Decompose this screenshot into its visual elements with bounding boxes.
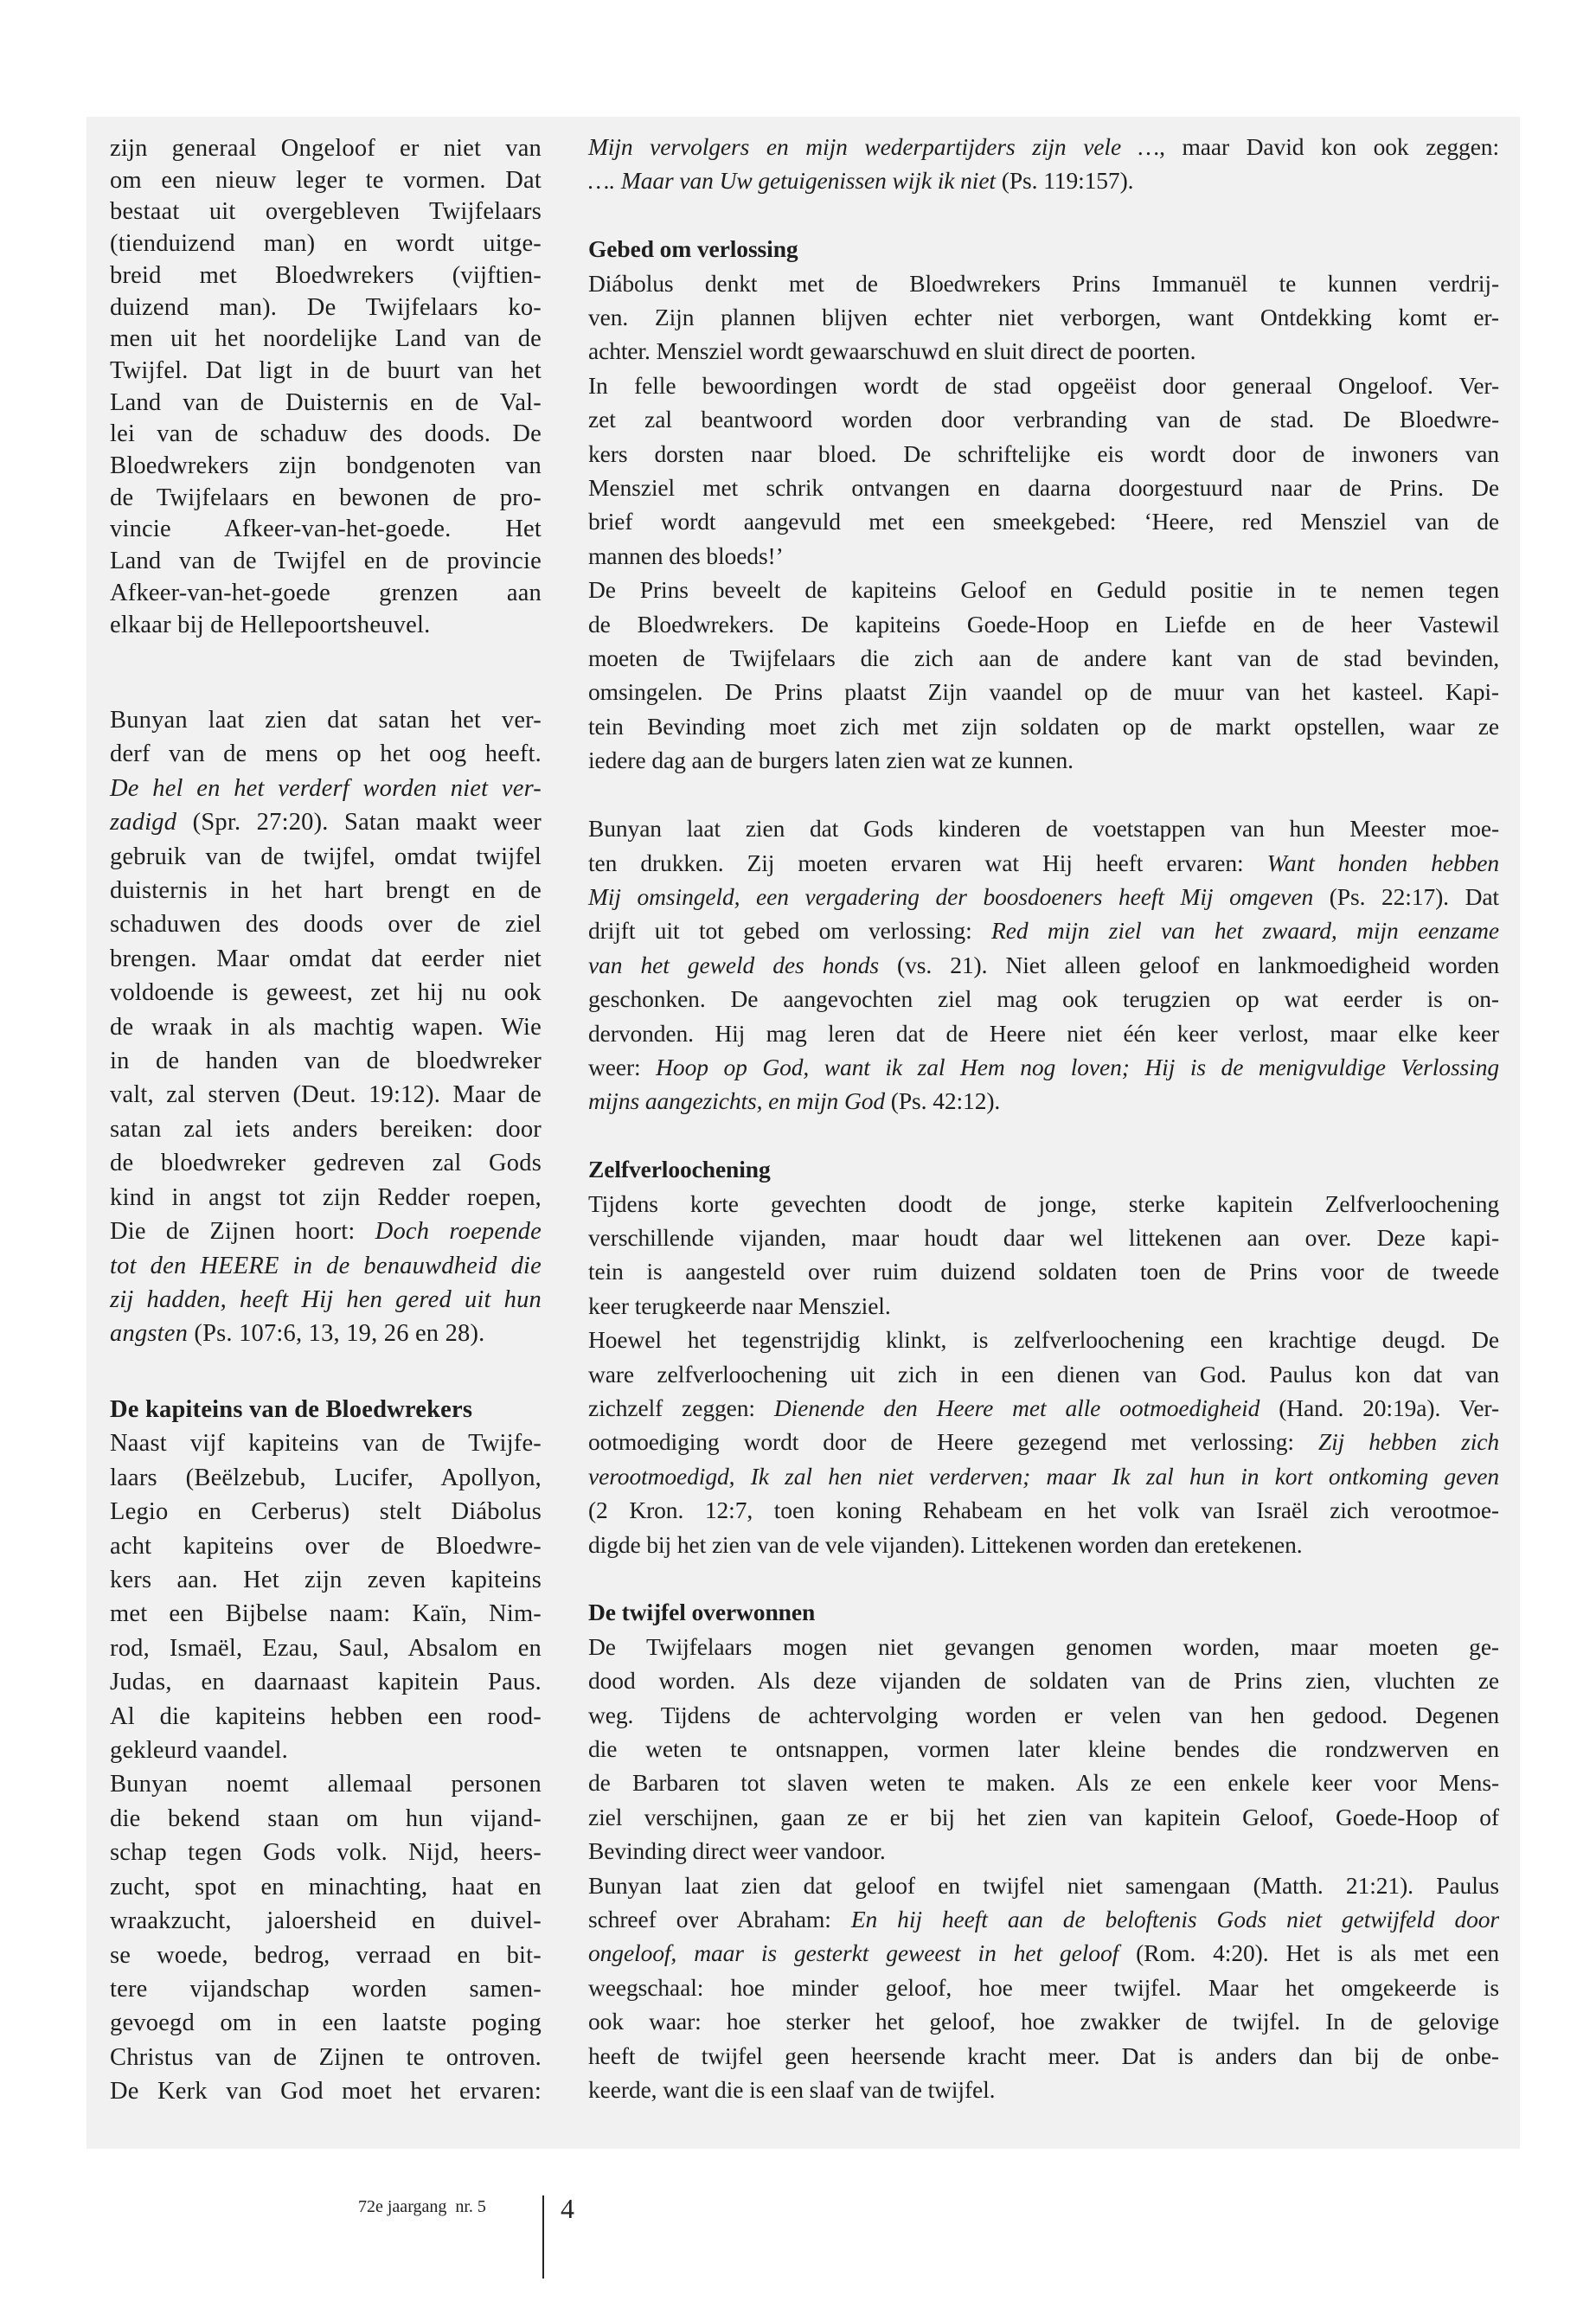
text-run: satan zal iets anders bereiken: door — [110, 1115, 542, 1143]
text-run: schaduwen des doods over de ziel — [110, 911, 542, 939]
text-run: (vs. 21). Niet alleen geloof en lankmoedigheid worden — [878, 951, 1500, 978]
text-line — [110, 1972, 542, 2006]
page-number: 4 — [561, 2193, 574, 2224]
text-line — [588, 811, 1499, 845]
text-line — [588, 1936, 1499, 1970]
text-line — [588, 1084, 1499, 1118]
text-line — [110, 772, 542, 805]
text-run: Afkeer-van-het-goede grenzen aan — [110, 579, 542, 606]
text-run: Bunyan laat zien dat Gods kinderen de voetstappen van hun Meester moe- — [588, 815, 1499, 843]
italic-quote: …. Maar van Uw getuigenissen wijk ik niet — [588, 167, 996, 195]
text-run: achter. Mensziel wordt gewaarschuwd en sluit direct de poorten. — [588, 337, 1196, 365]
text-run: duizend man). De Twijfelaars ko- — [110, 293, 542, 321]
text-run: dood worden. Als deze vijanden de soldaten van de Prins zien, vluchten ze — [588, 1667, 1499, 1695]
text-line — [588, 1016, 1499, 1050]
paragraph — [588, 1323, 1499, 1561]
text-run: tere vijandschap worden samen- — [110, 1975, 542, 2003]
text-run: keerde, want die is een slaaf van de twijfel. — [588, 2076, 996, 2104]
italic-quote: Mij omsingeld, een vergadering der boosdoeners heeft Mij omgeven — [588, 882, 1314, 910]
text-run: Bunyan laat zien dat satan het ver- — [110, 707, 542, 734]
text-run: valt, zal sterven (Deut. 19:12). Maar de — [110, 1081, 542, 1109]
text-line — [110, 1767, 542, 1801]
text-run: schap tegen Gods volk. Nijd, heers- — [110, 1839, 542, 1867]
text-run: elkaar bij de Hellepoortsheuvel. — [110, 611, 431, 638]
text-run: ten drukken. Zij moeten ervaren wat Hij heeft ervaren: — [588, 849, 1267, 876]
text-line — [588, 1323, 1499, 1356]
text-line — [588, 743, 1499, 777]
text-run: weegschaal: hoe minder geloof, hoe meer twijfel. Maar het omgekeerde is — [588, 1973, 1499, 2001]
text-line — [110, 1112, 542, 1146]
text-line — [588, 300, 1499, 334]
text-line — [110, 976, 542, 1009]
text-line — [110, 1597, 542, 1631]
text-line — [110, 1665, 542, 1699]
text-line — [588, 1221, 1499, 1254]
text-line — [110, 942, 542, 976]
text-run: ven. Zijn plannen blijven echter niet verborgen, want Ontdekking komt er- — [588, 304, 1499, 331]
text-run: gebruik van de twijfel, omdat twijfel — [110, 843, 542, 870]
left-column — [110, 0, 542, 2301]
text-line — [110, 1393, 542, 1426]
text-line — [110, 1836, 542, 1869]
paragraph — [110, 1426, 542, 1767]
text-run: kers dorsten naar bloed. De schriftelijke eis wordt door de inwoners van — [588, 439, 1499, 467]
text-run: duisternis in het hart brengt en de — [110, 877, 542, 905]
text-line — [110, 874, 542, 907]
text-run: in de handen van de bloedwreker — [110, 1048, 542, 1075]
text-run: weer: — [588, 1053, 657, 1080]
paragraph — [588, 1630, 1499, 1868]
text-run: schreef over Abraham: — [588, 1906, 851, 1933]
text-line — [110, 2006, 542, 2040]
text-line — [588, 880, 1499, 913]
text-line — [588, 1834, 1499, 1868]
italic-quote: Zij hebben zich — [1317, 1428, 1499, 1456]
text-line — [110, 1563, 542, 1597]
text-run: Zelfverloochening — [588, 1156, 771, 1183]
text-line — [110, 483, 542, 515]
text-run: omsingelen. De Prins plaatst Zijn vaandel op de muur van het kasteel. Kapi- — [588, 678, 1499, 706]
text-line — [110, 260, 542, 292]
text-run: de wraak in als machtig wapen. Wie — [110, 1013, 542, 1041]
text-line — [588, 1357, 1499, 1391]
text-run: de Twijfelaars en bewonen de pro- — [110, 484, 542, 511]
text-line — [110, 292, 542, 324]
text-run: Hoewel het tegenstrijdig klinkt, is zelfverloochening een krachtige deugd. De — [588, 1326, 1499, 1354]
text-run: ware zelfverloochening uit zich in een dienen van God. Paulus kon dat van — [588, 1360, 1499, 1388]
text-line — [588, 675, 1499, 708]
footer-divider — [542, 2195, 544, 2279]
text-line — [110, 324, 542, 356]
text-run: De twijfel overwonnen — [588, 1599, 816, 1626]
text-line — [110, 546, 542, 578]
text-run: In felle bewoordingen wordt de stad opgeëist door generaal Ongeloof. Ver- — [588, 371, 1499, 399]
text-line — [588, 1630, 1499, 1663]
text-line — [110, 1426, 542, 1460]
text-line — [588, 1868, 1499, 1902]
text-run: Land van de Twijfel en de provincie — [110, 548, 542, 575]
text-line — [110, 1529, 542, 1563]
paragraph — [588, 130, 1499, 198]
text-line — [588, 641, 1499, 675]
text-line — [110, 388, 542, 420]
text-run: gekleurd vaandel. — [110, 1737, 288, 1765]
text-line — [110, 737, 542, 771]
text-line — [110, 703, 542, 737]
text-run: Al die kapiteins hebben een rood- — [110, 1702, 542, 1730]
text-run: De Twijfelaars mogen niet gevangen genomen worden, maar moeten ge- — [588, 1632, 1499, 1660]
text-run: kers aan. Het zijn zeven kapiteins — [110, 1567, 542, 1594]
text-run: , maar David kon ook zeggen: — [1159, 133, 1500, 160]
paragraph — [588, 369, 1499, 573]
text-line — [110, 196, 542, 228]
text-line — [110, 228, 542, 260]
text-line — [588, 504, 1499, 538]
text-line — [110, 1044, 542, 1078]
text-run: zucht, spot en minachting, haat en — [110, 1873, 542, 1900]
text-run: Land van de Duisternis en de Val- — [110, 388, 542, 416]
text-run: laars (Beëlzebub, Lucifer, Apollyon, — [110, 1464, 542, 1491]
text-line — [110, 451, 542, 483]
text-run: breid met Bloedwrekers (vijftien- — [110, 261, 542, 289]
text-run: (Spr. 27:20). Satan maakt weer — [176, 809, 542, 836]
text-line — [588, 1732, 1499, 1766]
text-line — [588, 2004, 1499, 2038]
article-section — [588, 811, 1499, 1118]
italic-quote: Doch roepende — [375, 1218, 542, 1246]
text-run: mannen des bloeds!’ — [588, 542, 784, 569]
text-run: Judas, en daarnaast kapitein Paus. — [110, 1669, 542, 1696]
italic-quote: Hoop op God, want ik zal Hem nog loven; Hij is de menigvuldige Verlossing — [656, 1053, 1499, 1080]
text-line — [110, 356, 542, 388]
text-run: die bekend staan om hun vijand- — [110, 1804, 542, 1832]
text-line — [588, 1459, 1499, 1493]
text-run: rod, Ismaël, Ezau, Saul, Absalom en — [110, 1634, 542, 1662]
text-line — [588, 1971, 1499, 2004]
italic-quote: Mijn vervolgers en mijn wederpartijders zijn vele … — [588, 133, 1160, 160]
text-run: Legio en Cerberus) stelt Diábolus — [110, 1498, 542, 1526]
text-run: Tijdens korte gevechten doodt de jonge, sterke kapitein Zelfverloochening — [588, 1189, 1499, 1217]
text-run: acht kapiteins over de Bloedwre- — [110, 1532, 542, 1560]
text-run: Naast vijf kapiteins van de Twijfe- — [110, 1430, 542, 1458]
italic-quote: zij hadden, heeft Hij hen gered uit hun — [110, 1285, 542, 1313]
text-line — [110, 165, 542, 197]
text-run: ziel verschijnen, gaan ze er bij het zien van kapitein Geloof, Goede-Hoop of — [588, 1803, 1499, 1830]
text-run: (2 Kron. 12:7, toen koning Rehabeam en het volk van Israël zich verootmoe- — [588, 1497, 1499, 1524]
text-line — [588, 913, 1499, 947]
italic-quote: van het geweld des honds — [588, 951, 879, 978]
text-line — [110, 610, 542, 642]
text-run: moeten de Twijfelaars die zich aan de andere kant van de stad bevinden, — [588, 644, 1499, 672]
text-run: Die de Zijnen hoort: — [110, 1218, 375, 1246]
text-line — [588, 846, 1499, 880]
paragraph — [588, 1187, 1499, 1324]
text-line — [110, 840, 542, 874]
text-line — [588, 1902, 1499, 1936]
text-run: heeft de twijfel geen heersende kracht meer. Dat is anders dan bij de onbe- — [588, 2041, 1499, 2069]
text-run: met een Bijbelse naam: Kaïn, Nim- — [110, 1600, 542, 1628]
text-run: Bevinding direct weer vandoor. — [588, 1837, 886, 1865]
text-line — [110, 1700, 542, 1734]
text-run: (Ps. 119:157). — [995, 167, 1134, 195]
text-line — [588, 539, 1499, 573]
text-run: de Bloedwrekers. De kapiteins Goede-Hoop en Liefde en de heer Vastewil — [588, 610, 1499, 638]
italic-quote: Red mijn ziel van het zwaard, mijn eenzame — [991, 917, 1499, 945]
text-run: kind in angst tot zijn Redder roepen, — [110, 1183, 542, 1211]
text-run: die weten te ontsnappen, vormen later kleine bendes die rondzwerven en — [588, 1735, 1499, 1763]
italic-quote: mijns aangezichts, en mijn God — [588, 1087, 886, 1115]
paragraph — [588, 1868, 1499, 2107]
text-line — [110, 1495, 542, 1529]
article-section — [110, 133, 542, 641]
text-line — [110, 1734, 542, 1767]
text-line — [110, 1010, 542, 1044]
text-run: men uit het noordelijke Land van de — [110, 325, 542, 353]
text-run: lei van de schaduw des doods. De — [110, 420, 542, 448]
text-line — [588, 232, 1499, 266]
text-line — [110, 2041, 542, 2074]
text-line — [110, 1317, 542, 1350]
text-run: De Prins beveelt de kapiteins Geloof en Geduld positie in te nemen tegen — [588, 576, 1499, 604]
right-column — [588, 130, 1499, 2107]
text-run: weg. Tijdens de achtervolging worden er velen van hen gedood. Degenen — [588, 1701, 1499, 1728]
text-run: (Hand. 20:19a). Ver- — [1259, 1394, 1499, 1421]
text-run: (Ps. 42:12). — [885, 1087, 1001, 1115]
text-run: se woede, bedrog, verraad en bit- — [110, 1941, 542, 1969]
text-line — [110, 1249, 542, 1283]
text-line — [110, 578, 542, 610]
text-line — [588, 1152, 1499, 1186]
text-line — [110, 1283, 542, 1317]
text-run: derf van de mens op het oog heeft. — [110, 740, 542, 768]
text-run: gevoegd om in een laatste poging — [110, 2009, 542, 2037]
text-line — [588, 1766, 1499, 1799]
text-run: Christus van de Zijnen te ontroven. — [110, 2043, 542, 2071]
text-line — [110, 805, 542, 839]
text-run: Bunyan laat zien dat geloof en twijfel niet samengaan (Matth. 21:21). Paulus — [588, 1871, 1499, 1899]
text-run: Diábolus denkt met de Bloedwrekers Prins Immanuël te kunnen verdrij- — [588, 269, 1499, 297]
text-line — [588, 2073, 1499, 2106]
italic-quote: De hel en het verderf worden niet ver- — [110, 774, 542, 802]
text-run: Bloedwrekers zijn bondgenoten van — [110, 452, 542, 480]
text-line — [588, 437, 1499, 471]
text-run: tein is aangesteld over ruim duizend soldaten toen de Prins voor de tweede — [588, 1258, 1499, 1285]
paragraph — [110, 133, 542, 641]
text-run: digde bij het zien van de vele vijanden). Littekenen worden dan eretekenen. — [588, 1530, 1303, 1558]
text-run: bestaat uit overgebleven Twijfelaars — [110, 198, 542, 226]
text-run: De Kerk van God moet het ervaren: — [110, 2078, 542, 2106]
text-run: voldoende is geweest, zet hij nu ook — [110, 979, 542, 1007]
text-line — [110, 1215, 542, 1248]
text-line — [588, 948, 1499, 982]
text-run: iedere dag aan de burgers laten zien wat ze kunnen. — [588, 747, 1074, 774]
text-line — [110, 133, 542, 165]
text-line — [588, 1289, 1499, 1323]
italic-quote: En hij heeft aan de beloftenis Gods niet getwijfeld door — [850, 1906, 1499, 1933]
text-run: (Rom. 4:20). Het is als met een — [1118, 1939, 1499, 1967]
text-run: De kapiteins van de Bloedwrekers — [110, 1396, 473, 1423]
paragraph — [588, 573, 1499, 777]
text-run: wraakzucht, jaloersheid en duivel- — [110, 1907, 542, 1935]
text-run: tein Bevinding moet zich met zijn soldaten op de markt opstellen, waar ze — [588, 712, 1499, 740]
text-run: om een nieuw leger te vormen. Dat — [110, 166, 542, 194]
text-line — [588, 471, 1499, 504]
text-line — [110, 1146, 542, 1180]
text-run: zet zal beantwoord worden door verbranding van de stad. De Bloedwre- — [588, 406, 1499, 433]
text-line — [588, 163, 1499, 197]
text-line — [588, 369, 1499, 402]
text-line — [588, 2039, 1499, 2073]
text-run: zichzelf zeggen: — [588, 1394, 774, 1421]
article-section — [588, 1152, 1499, 1561]
text-line — [588, 573, 1499, 606]
text-line — [110, 1870, 542, 1904]
text-run: ook waar: hoe sterker het geloof, hoe zwakker de twijfel. In de gelovige — [588, 2008, 1499, 2035]
text-line — [588, 1425, 1499, 1458]
text-line — [588, 607, 1499, 641]
text-run: vincie Afkeer-van-het-goede. Het — [110, 516, 542, 543]
text-run: keer terugkeerde naar Mensziel. — [588, 1292, 891, 1319]
text-line — [588, 1663, 1499, 1697]
text-run: verschillende vijanden, maar houdt daar wel littekenen aan over. Deze kapi- — [588, 1223, 1499, 1251]
article-section — [588, 1595, 1499, 2106]
section-heading — [588, 1152, 1499, 1186]
text-run: (Ps. 107:6, 13, 19, 26 en 28). — [188, 1320, 485, 1348]
article-section — [588, 130, 1499, 198]
text-run: dervonden. Hij mag leren dat de Heere niet één keer verlost, maar elke keer — [588, 1019, 1499, 1047]
text-line — [588, 1391, 1499, 1425]
text-line — [110, 1802, 542, 1836]
text-run: ootmoediging wordt door de Heere gezegend met verlossing: — [588, 1428, 1318, 1456]
italic-quote: tot den HEERE in de benauwdheid die — [110, 1252, 542, 1279]
text-line — [110, 2074, 542, 2108]
text-line — [588, 334, 1499, 368]
text-run: Mensziel met schrik ontvangen en daarna doorgestuurd naar de Prins. De — [588, 474, 1499, 502]
text-line — [588, 1595, 1499, 1629]
text-line — [110, 514, 542, 546]
italic-quote: ongeloof, maar is gesterkt geweest in het geloof — [588, 1939, 1119, 1967]
text-line — [588, 1800, 1499, 1834]
text-line — [588, 982, 1499, 1016]
paragraph — [110, 1767, 542, 2108]
text-run: brengen. Maar omdat dat eerder niet — [110, 945, 542, 972]
text-run: de bloedwreker gedreven zal Gods — [110, 1150, 542, 1177]
text-line — [588, 1187, 1499, 1221]
text-run: de Barbaren tot slaven weten te maken. Als ze een enkele keer voor Mens- — [588, 1769, 1499, 1797]
text-run: brief wordt aangevuld met een smeekgebed: ‘Heere, red Mensziel van de — [588, 508, 1499, 535]
text-line — [110, 1631, 542, 1665]
text-line — [588, 402, 1499, 436]
italic-quote: Want honden hebben — [1266, 849, 1500, 876]
text-line — [588, 266, 1499, 300]
text-run: Gebed om verlossing — [588, 235, 798, 263]
article-section — [110, 1393, 542, 2109]
text-run: (tienduizend man) en wordt uitge- — [110, 230, 542, 258]
article-section — [110, 703, 542, 1351]
text-line — [110, 1078, 542, 1112]
section-heading — [110, 1393, 542, 1426]
italic-quote: angsten — [110, 1320, 189, 1348]
text-run: Twijfel. Dat ligt in de buurt van het — [110, 356, 542, 384]
text-run: Bunyan noemt allemaal personen — [110, 1771, 542, 1798]
text-run: geschonken. De aangevochten ziel mag ook terugzien op wat eerder is on- — [588, 985, 1499, 1013]
italic-quote: Dienende den Heere met alle ootmoedigheid — [773, 1394, 1260, 1421]
text-line — [588, 709, 1499, 743]
text-line — [110, 1181, 542, 1215]
text-line — [110, 1939, 542, 1972]
section-heading — [588, 232, 1499, 266]
text-line — [110, 419, 542, 451]
italic-quote: zadigd — [110, 809, 177, 836]
paragraph — [110, 703, 542, 1351]
italic-quote: verootmoedigd, Ik zal hen niet verderven; maar Ik zal hun in kort ontkoming geven — [588, 1462, 1499, 1490]
issue-label: 72e jaargang nr. 5 — [358, 2197, 486, 2216]
text-run: zijn generaal Ongeloof er niet van — [110, 135, 542, 162]
text-line — [110, 1461, 542, 1495]
text-line — [588, 130, 1499, 163]
text-line — [588, 1528, 1499, 1561]
text-line — [110, 907, 542, 941]
text-line — [588, 1698, 1499, 1732]
paragraph — [588, 811, 1499, 1118]
text-line — [110, 1904, 542, 1938]
text-run: drijft uit tot gebed om verlossing: — [588, 917, 992, 945]
article-section — [588, 232, 1499, 778]
text-line — [588, 1493, 1499, 1527]
text-line — [588, 1254, 1499, 1288]
text-run: (Ps. 22:17). Dat — [1313, 882, 1499, 910]
section-heading — [588, 1595, 1499, 1629]
paragraph — [588, 266, 1499, 369]
text-line — [588, 1050, 1499, 1084]
